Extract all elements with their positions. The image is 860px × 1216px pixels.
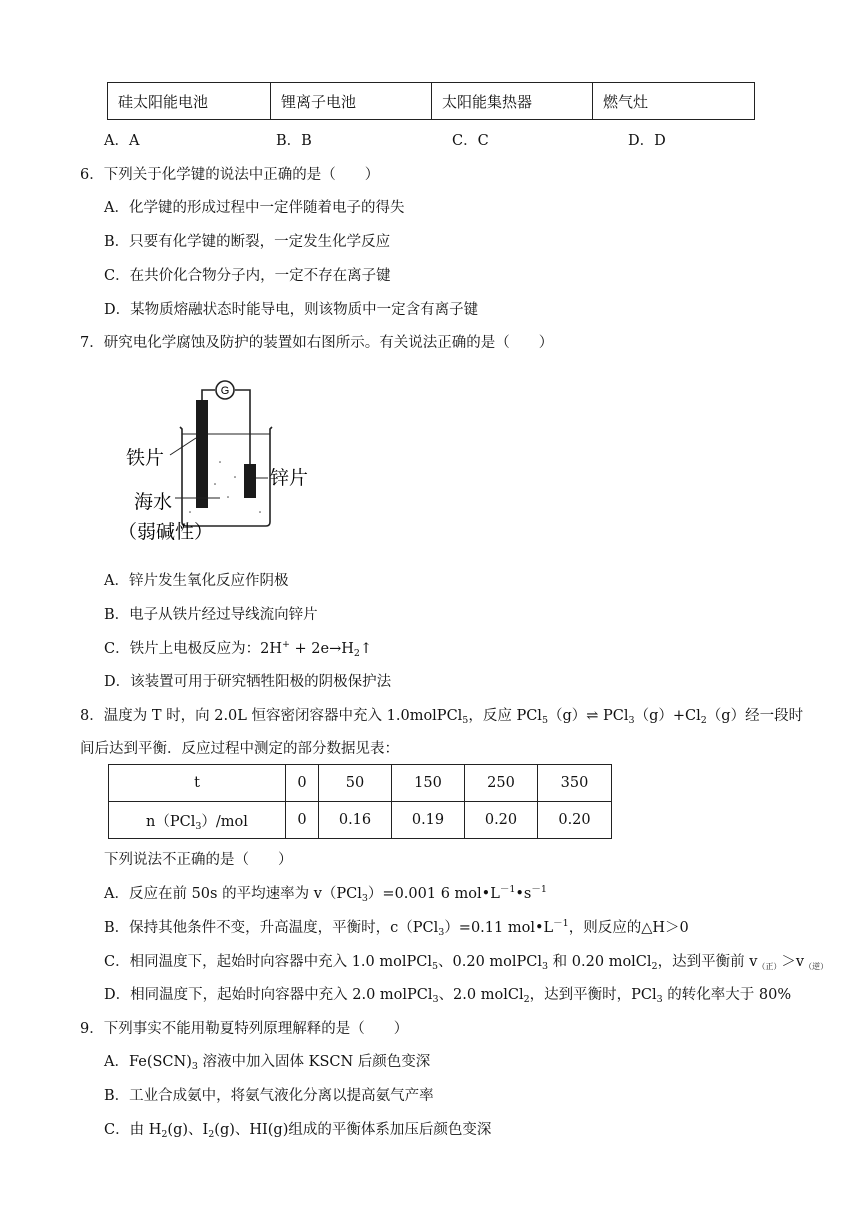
q7-option-d[interactable]: D．该装置可用于研究牺牲阳极的阴极保护法: [104, 674, 392, 690]
table-row: [109, 802, 612, 839]
subscript: 5: [462, 715, 469, 726]
subscript: 5: [541, 715, 548, 726]
q6-option-c[interactable]: C．在共价化合物分子内，一定不存在离子键: [104, 268, 391, 284]
subscript: 3: [361, 893, 368, 904]
label-zinc: 锌片: [270, 467, 309, 489]
table-header-cell: 50: [319, 765, 392, 802]
q8-data-table: [108, 764, 612, 839]
text: •s: [515, 886, 532, 902]
table-cell: 锂离子电池: [271, 83, 432, 120]
q7-stem: 7．研究电化学腐蚀及防护的装置如右图所示。有关说法正确的是（ ）: [80, 335, 554, 351]
subscript: 2: [523, 994, 530, 1005]
table-cell: 0.20: [538, 802, 612, 839]
text: ）/mol: [201, 813, 248, 830]
q6-option-a[interactable]: A．化学键的形成过程中一定伴随着电子的得失: [104, 200, 405, 216]
table-cell: 太阳能集热器: [432, 83, 593, 120]
q6-option-b[interactable]: B．只要有化学键的断裂，一定发生化学反应: [104, 234, 391, 250]
subscript: 3: [195, 820, 202, 832]
text: 8．温度为 T 时，向 2.0L 恒容密闭容器中充入 1.0molPCl: [80, 708, 463, 724]
q8-question: 下列说法不正确的是（ ）: [104, 852, 293, 868]
q8-stem-line1: [80, 704, 803, 725]
text: （g）经一段时: [706, 708, 804, 724]
text: (g)、I: [167, 1122, 209, 1138]
q9-option-c[interactable]: [104, 1118, 491, 1139]
q5-options-table: [107, 82, 755, 120]
label-iron: 铁片: [126, 447, 165, 469]
text: ，达到平衡前 v: [657, 954, 758, 970]
table-row-label: [109, 802, 286, 839]
label-alkaline: （弱碱性）: [120, 521, 214, 543]
superscript: +: [281, 639, 290, 650]
q7-option-b[interactable]: B．电子从铁片经过导线流向锌片: [104, 607, 318, 623]
subscript: 3: [628, 715, 635, 726]
text: + 2e→H: [289, 641, 354, 657]
text: （g）+Cl: [634, 708, 701, 724]
subscript: 2: [161, 1129, 168, 1140]
text: 、0.20 molPCl: [438, 954, 543, 970]
subscript: 3: [656, 994, 663, 1005]
table-header-cell: 0: [286, 765, 319, 802]
text: ↑: [359, 641, 373, 657]
subscript: 2: [208, 1129, 215, 1140]
q8-option-b[interactable]: [104, 916, 689, 937]
table-cell: 硅太阳能电池: [108, 83, 271, 120]
text: 和 0.20 molCl: [548, 954, 652, 970]
text: B．保持其他条件不变，升高温度，平衡时，c（PCl: [104, 920, 439, 936]
text: 、2.0 molCl: [438, 987, 524, 1003]
table-header-cell: 150: [392, 765, 465, 802]
text: 的转化率大于 80%: [662, 987, 792, 1003]
table-cell: 燃气灶: [593, 83, 755, 120]
subscript: 5: [431, 961, 439, 972]
q8-option-a[interactable]: [104, 882, 547, 903]
text: ，反应 PCl: [468, 708, 542, 724]
table-header-cell: 250: [465, 765, 538, 802]
text: A．Fe(SCN): [104, 1054, 192, 1070]
q9-option-a[interactable]: [104, 1050, 430, 1071]
superscript: －1: [553, 918, 569, 929]
q7-option-a[interactable]: A．锌片发生氧化反应作阴极: [104, 573, 289, 589]
q5-option-c[interactable]: C．C: [452, 133, 489, 149]
text: ，达到平衡时，PCl: [529, 987, 657, 1003]
table-cell: 0.19: [392, 802, 465, 839]
q5-option-a[interactable]: A．A: [104, 133, 140, 149]
superscript: －1: [531, 884, 547, 895]
subscript: 2: [651, 961, 658, 972]
table-cell: 0: [286, 802, 319, 839]
table-row: [108, 83, 755, 120]
q6-option-d[interactable]: D．某物质熔融状态时能导电，则该物质中一定含有离子键: [104, 302, 479, 318]
q9-option-b[interactable]: B．工业合成氨中，将氨气液化分离以提高氨气产率: [104, 1088, 434, 1104]
q8-option-c[interactable]: [104, 950, 828, 971]
apparatus-diagram: [120, 372, 330, 552]
galvanometer-icon: [216, 381, 234, 399]
q7-option-c[interactable]: [104, 637, 372, 658]
superscript: －1: [499, 884, 516, 895]
q9-stem: 9．下列事实不能用勒夏特列原理解释的是（ ）: [80, 1021, 409, 1037]
subscript: （正）: [757, 962, 782, 971]
text: A．反应在前 50s 的平均速率为 v（PCl: [104, 886, 362, 902]
table-cell: 0.16: [319, 802, 392, 839]
label-seawater: 海水: [134, 491, 173, 513]
text: C．铁片上电极反应为：2H: [104, 641, 282, 657]
subscript: 2: [353, 648, 360, 659]
table-cell: 0.20: [465, 802, 538, 839]
q8-option-d[interactable]: [104, 983, 791, 1004]
subscript: （逆）: [804, 962, 829, 971]
text: ＞v: [781, 954, 805, 970]
q6-stem: 6．下列关于化学键的说法中正确的是（ ）: [80, 167, 380, 183]
electrochemistry-apparatus-figure: [120, 372, 330, 552]
table-header-cell: 350: [538, 765, 612, 802]
text: 溶液中加入固体 KSCN 后颜色变深: [197, 1054, 431, 1070]
iron-electrode: [196, 400, 208, 508]
subscript: 3: [191, 1061, 198, 1072]
q8-stem-line2: 间后达到平衡．反应过程中测定的部分数据见表：: [80, 741, 399, 757]
q5-option-b[interactable]: B．B: [276, 133, 312, 149]
text: (g)、HI(g)组成的平衡体系加压后颜色变深: [214, 1122, 492, 1138]
subscript: 3: [438, 927, 445, 938]
text: ，则反应的△H＞0: [568, 920, 689, 936]
text: （g）⇌ PCl: [548, 708, 629, 724]
subscript: 3: [432, 994, 439, 1005]
zinc-electrode: [244, 464, 256, 498]
q5-option-d[interactable]: D．D: [628, 133, 666, 149]
text: n（PCl: [146, 813, 196, 830]
text: C．由 H: [104, 1122, 162, 1138]
text: ）=0.11 mol•L: [444, 920, 554, 936]
table-header-row: [109, 765, 612, 802]
subscript: 3: [542, 961, 549, 972]
text: C．相同温度下，起始时向容器中充入 1.0 molPCl: [104, 954, 432, 970]
text: ）=0.001 6 mol•L: [367, 886, 500, 902]
text: D．相同温度下，起始时向容器中充入 2.0 molPCl: [104, 987, 433, 1003]
table-header-cell: t: [109, 765, 286, 802]
galvanometer-label: G: [220, 385, 230, 397]
subscript: 2: [700, 715, 707, 726]
